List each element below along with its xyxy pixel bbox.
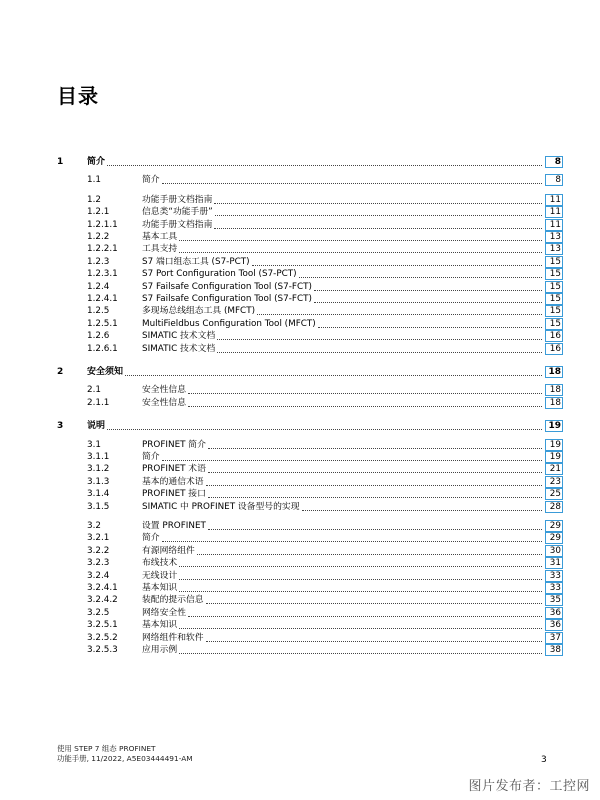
toc-entry-number: 1.2.1.1 bbox=[87, 219, 118, 230]
toc-entry-number: 3.1.3 bbox=[87, 476, 110, 487]
toc-dot-leader bbox=[179, 590, 542, 592]
toc-entry-title[interactable]: S7 端口组态工具 (S7-PCT) bbox=[142, 256, 250, 267]
toc-entry-number: 1.2.6.1 bbox=[87, 343, 118, 354]
toc-dot-leader bbox=[214, 202, 542, 204]
toc-dot-leader bbox=[162, 182, 542, 184]
toc-entry-row[interactable] bbox=[0, 343, 600, 355]
toc-page-link[interactable]: 33 bbox=[545, 570, 563, 582]
toc-dot-leader bbox=[318, 326, 542, 328]
toc-dot-leader bbox=[162, 459, 542, 461]
toc-dot-leader bbox=[162, 540, 542, 542]
toc-dot-leader bbox=[179, 239, 542, 241]
toc-dot-leader bbox=[314, 301, 542, 303]
toc-page-link[interactable]: 15 bbox=[545, 293, 563, 305]
toc-entry-row[interactable] bbox=[0, 594, 600, 606]
toc-page-link[interactable]: 36 bbox=[545, 607, 563, 619]
toc-dot-leader bbox=[197, 553, 542, 555]
page-title: 目录 bbox=[57, 84, 99, 108]
toc-page-link[interactable]: 15 bbox=[545, 318, 563, 330]
toc-entry-number: 1.2.4 bbox=[87, 281, 110, 292]
footer-document-title: 使用 STEP 7 组态 PROFINET bbox=[57, 744, 156, 753]
toc-entry-title[interactable]: PROFINET 术语 bbox=[142, 464, 206, 475]
toc-entry-number: 1.2.2.1 bbox=[87, 244, 118, 255]
toc-entry-row[interactable] bbox=[0, 281, 600, 293]
toc-entry-row[interactable] bbox=[0, 644, 600, 656]
toc-entry-row[interactable] bbox=[0, 488, 600, 500]
toc-entry-number: 3.2.5.1 bbox=[87, 620, 118, 631]
toc-entry-title[interactable]: 多现场总线组态工具 (MFCT) bbox=[142, 306, 255, 317]
toc-entry-number: 1.2.1 bbox=[87, 207, 110, 218]
toc-entry-number: 1.2.3.1 bbox=[87, 269, 118, 280]
toc-entry-row[interactable] bbox=[0, 318, 600, 330]
toc-entry-title[interactable]: 基本工具 bbox=[142, 232, 178, 242]
page-number: 3 bbox=[541, 755, 547, 765]
toc-entry-row[interactable] bbox=[0, 607, 600, 619]
toc-entry-title[interactable]: MultiFieldbus Configuration Tool (MFCT) bbox=[142, 318, 316, 329]
toc-dot-leader bbox=[188, 392, 542, 394]
toc-entry-row[interactable] bbox=[0, 194, 600, 206]
toc-chapter-row[interactable] bbox=[0, 156, 600, 168]
toc-entry-number: 1 bbox=[57, 157, 64, 167]
toc-entry-title[interactable]: 应用示例 bbox=[142, 645, 178, 655]
toc-entry-title[interactable]: 安全性信息 bbox=[142, 397, 186, 408]
toc-page-link[interactable]: 15 bbox=[545, 268, 563, 280]
toc-entry-number: 1.2.2 bbox=[87, 232, 110, 242]
toc-page-link[interactable]: 28 bbox=[545, 501, 563, 513]
toc-page-link[interactable]: 31 bbox=[545, 557, 563, 569]
toc-entry-row[interactable] bbox=[0, 619, 600, 631]
toc-dot-leader bbox=[206, 602, 542, 604]
toc-entry-row[interactable] bbox=[0, 174, 600, 186]
toc-page-link[interactable]: 23 bbox=[545, 476, 563, 488]
toc-entry-row[interactable] bbox=[0, 219, 600, 231]
toc-page-link[interactable]: 29 bbox=[545, 532, 563, 544]
toc-entry-row[interactable] bbox=[0, 256, 600, 268]
toc-entry-row[interactable] bbox=[0, 330, 600, 342]
toc-entry-title[interactable]: S7 Failsafe Configuration Tool (S7-FCT) bbox=[142, 281, 312, 292]
toc-entry-number: 3.1.1 bbox=[87, 452, 110, 462]
toc-entry-number: 1.2.6 bbox=[87, 331, 110, 342]
toc-dot-leader bbox=[302, 509, 543, 511]
toc-entry-row[interactable] bbox=[0, 243, 600, 255]
footer bbox=[57, 744, 193, 764]
toc-dot-leader bbox=[107, 164, 542, 166]
toc-page-link[interactable]: 18 bbox=[545, 384, 563, 396]
toc-entry-number: 3.2.5.2 bbox=[87, 632, 118, 643]
toc-entry-row[interactable] bbox=[0, 397, 600, 409]
toc-dot-leader bbox=[257, 313, 542, 315]
toc-dot-leader bbox=[188, 615, 542, 617]
toc-page-link[interactable]: 33 bbox=[545, 582, 563, 594]
toc-dot-leader bbox=[179, 578, 542, 580]
toc-page-link[interactable]: 11 bbox=[545, 194, 563, 206]
toc-entry-row[interactable] bbox=[0, 451, 600, 463]
toc-page-link[interactable]: 19 bbox=[545, 451, 563, 463]
toc-entry-title[interactable]: SIMATIC 中 PROFINET 设备型号的实现 bbox=[142, 501, 300, 512]
toc-dot-leader bbox=[107, 428, 542, 430]
toc-entry-row[interactable] bbox=[0, 268, 600, 280]
toc-page-link[interactable]: 25 bbox=[545, 488, 563, 500]
toc-entry-title[interactable]: 网络组件和软件 bbox=[142, 632, 204, 643]
toc-entry-row[interactable] bbox=[0, 582, 600, 594]
toc-page-link[interactable]: 16 bbox=[545, 330, 563, 342]
toc-entry-title[interactable]: SIMATIC 技术文档 bbox=[142, 343, 216, 354]
toc-dot-leader bbox=[179, 652, 542, 654]
toc-entry-row[interactable] bbox=[0, 293, 600, 305]
toc-entry-number: 1.2.3 bbox=[87, 256, 110, 267]
toc-entry-title[interactable]: 信息类“功能手册” bbox=[142, 207, 213, 218]
toc-entry-title[interactable]: 功能手册文档指南 bbox=[142, 219, 213, 230]
toc-entry-title[interactable]: 无线设计 bbox=[142, 570, 178, 581]
toc-page-link[interactable]: 35 bbox=[545, 594, 563, 606]
toc-page-link[interactable]: 8 bbox=[545, 174, 563, 186]
toc-dot-leader bbox=[206, 484, 542, 486]
toc-page-link[interactable]: 19 bbox=[545, 439, 563, 451]
toc-entry-title[interactable]: 简介 bbox=[142, 533, 160, 544]
toc-chapter-row[interactable] bbox=[0, 420, 600, 432]
toc-dot-leader bbox=[208, 496, 542, 498]
toc-entry-number: 3.2 bbox=[87, 521, 101, 531]
toc-page-link[interactable]: 11 bbox=[545, 219, 563, 231]
toc-entry-number: 3.2.3 bbox=[87, 558, 110, 569]
toc-entry-row[interactable] bbox=[0, 570, 600, 582]
toc-page-link[interactable]: 15 bbox=[545, 281, 563, 293]
toc-dot-leader bbox=[314, 289, 542, 291]
toc-entry-number: 3.2.5 bbox=[87, 607, 110, 618]
toc-page-link[interactable]: 15 bbox=[545, 305, 563, 317]
toc-entry-number: 3.2.1 bbox=[87, 533, 110, 544]
toc-entry-number: 3.1 bbox=[87, 439, 101, 450]
toc-entry-title[interactable]: 布线技术 bbox=[142, 558, 178, 569]
toc-entry-title[interactable]: 网络安全性 bbox=[142, 607, 186, 618]
toc-dot-leader bbox=[208, 471, 542, 473]
toc-entry-number: 3.2.2 bbox=[87, 545, 110, 556]
toc-page-link[interactable]: 8 bbox=[545, 156, 563, 168]
toc-dot-leader bbox=[217, 351, 542, 353]
toc-page-link[interactable]: 29 bbox=[545, 520, 563, 532]
toc-page-link[interactable]: 18 bbox=[545, 397, 563, 409]
toc-dot-leader bbox=[217, 338, 542, 340]
toc-entry-title[interactable]: S7 Port Configuration Tool (S7-PCT) bbox=[142, 269, 297, 280]
toc-dot-leader bbox=[179, 565, 542, 567]
toc-entry-number: 2 bbox=[57, 367, 64, 377]
toc-entry-title[interactable]: 工具支持 bbox=[142, 244, 178, 255]
toc-entry-title[interactable]: 简介 bbox=[142, 175, 160, 186]
toc-entry-row[interactable] bbox=[0, 545, 600, 557]
toc-dot-leader bbox=[252, 264, 542, 266]
toc-entry-row[interactable] bbox=[0, 501, 600, 513]
toc-entry-title[interactable]: 有源网络组件 bbox=[142, 545, 195, 556]
toc-dot-leader bbox=[208, 447, 542, 449]
toc-dot-leader bbox=[179, 627, 542, 629]
toc-entry-row[interactable] bbox=[0, 463, 600, 475]
toc-entry-title[interactable]: 基本知识 bbox=[142, 583, 178, 593]
toc-entry-number: 1.1 bbox=[87, 175, 101, 186]
toc-entry-row[interactable] bbox=[0, 384, 600, 396]
toc-entry-number: 1.2.5.1 bbox=[87, 318, 118, 329]
toc-entry-row[interactable] bbox=[0, 532, 600, 544]
toc-page-link[interactable]: 11 bbox=[545, 206, 563, 218]
toc-entry-title[interactable]: 说明 bbox=[87, 421, 106, 432]
toc-entry-row[interactable] bbox=[0, 557, 600, 569]
toc-entry-row[interactable] bbox=[0, 520, 600, 532]
toc-page-link[interactable]: 18 bbox=[545, 366, 563, 378]
toc-entry-number: 3.2.4.1 bbox=[87, 583, 118, 593]
toc-entry-number: 3.2.4.2 bbox=[87, 595, 118, 606]
toc-page-link[interactable]: 37 bbox=[545, 632, 563, 644]
toc-dot-leader bbox=[215, 214, 542, 216]
footer-document-id: 功能手册, 11/2022, A5E03444491-AM bbox=[57, 754, 193, 763]
toc-entry-title[interactable]: PROFINET 接口 bbox=[142, 489, 206, 500]
toc-entry-number: 1.2 bbox=[87, 194, 101, 205]
toc-entry-title[interactable]: S7 Failsafe Configuration Tool (S7-FCT) bbox=[142, 294, 312, 304]
toc-page-link[interactable]: 15 bbox=[545, 256, 563, 268]
toc-chapter-row[interactable] bbox=[0, 366, 600, 378]
toc-entry-title[interactable]: 装配的提示信息 bbox=[142, 595, 204, 606]
toc-dot-leader bbox=[208, 528, 542, 530]
toc-entry-title[interactable]: SIMATIC 技术文档 bbox=[142, 331, 216, 342]
toc-entry-title[interactable]: 安全性信息 bbox=[142, 385, 186, 396]
toc-page-link[interactable]: 13 bbox=[545, 231, 563, 243]
toc-page-link[interactable]: 38 bbox=[545, 644, 563, 656]
toc-entry-number: 2.1.1 bbox=[87, 397, 110, 408]
toc-entry-row[interactable] bbox=[0, 231, 600, 243]
toc-entry-number: 1.2.5 bbox=[87, 306, 110, 317]
toc-entry-number: 3 bbox=[57, 421, 64, 432]
toc-page-link[interactable]: 36 bbox=[545, 619, 563, 631]
toc-entry-title[interactable]: 安全须知 bbox=[87, 367, 124, 377]
toc-page-link[interactable]: 13 bbox=[545, 243, 563, 255]
toc-entry-row[interactable] bbox=[0, 476, 600, 488]
toc-page-link[interactable]: 16 bbox=[545, 343, 563, 355]
toc-entry-number: 3.1.4 bbox=[87, 489, 110, 500]
toc-entry-number: 1.2.4.1 bbox=[87, 294, 118, 304]
toc-entry-number: 3.1.5 bbox=[87, 501, 110, 512]
toc-entry-title[interactable]: 简介 bbox=[142, 452, 160, 462]
toc-dot-leader bbox=[299, 276, 542, 278]
toc-entry-title[interactable]: 设置 PROFINET bbox=[142, 521, 206, 531]
toc-page-link[interactable]: 19 bbox=[545, 420, 563, 432]
toc-entry-row[interactable] bbox=[0, 632, 600, 644]
toc-page-link[interactable]: 21 bbox=[545, 463, 563, 475]
toc-entry-number: 3.2.4 bbox=[87, 570, 110, 581]
toc-entry-row[interactable] bbox=[0, 206, 600, 218]
toc-dot-leader bbox=[125, 374, 542, 376]
toc-entry-row[interactable] bbox=[0, 439, 600, 451]
toc-dot-leader bbox=[206, 640, 542, 642]
toc-entry-title[interactable]: PROFINET 简介 bbox=[142, 439, 206, 450]
toc-entry-title[interactable]: 基本知识 bbox=[142, 620, 178, 631]
toc-entry-title[interactable]: 功能手册文档指南 bbox=[142, 194, 213, 205]
toc-dot-leader bbox=[179, 251, 542, 253]
toc-entry-number: 3.2.5.3 bbox=[87, 645, 118, 655]
toc-dot-leader bbox=[188, 405, 542, 407]
toc-page-link[interactable]: 30 bbox=[545, 545, 563, 557]
toc-entry-number: 3.1.2 bbox=[87, 464, 110, 475]
toc-entry-title[interactable]: 简介 bbox=[87, 157, 106, 167]
toc-dot-leader bbox=[214, 227, 542, 229]
watermark: 图片发布者：工控网 bbox=[468, 779, 590, 794]
toc-entry-number: 2.1 bbox=[87, 385, 101, 396]
toc-entry-row[interactable] bbox=[0, 305, 600, 317]
toc-entry-title[interactable]: 基本的通信术语 bbox=[142, 476, 204, 487]
